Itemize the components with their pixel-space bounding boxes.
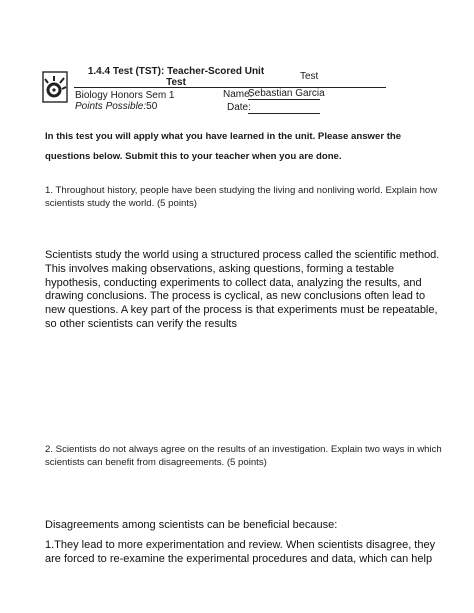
test-title-suffix: Test	[300, 71, 319, 82]
question-2-answer-intro[interactable]: Disagreements among scientists can be beneficial because:	[45, 519, 338, 531]
header-divider	[74, 87, 386, 88]
question-2-answer[interactable]: 1.They lead to more experimentation and review. When scientists disagree, they are forced to re-examine the experimental procedures and data, which can help	[45, 539, 436, 565]
instructions: In this test you will apply what you have learned in the unit. Please answer the questions below. Submit this to your teacher when you are done.	[45, 131, 402, 162]
name-field[interactable]: Sebastian Garcia	[248, 88, 325, 99]
points-value: 50	[146, 101, 158, 112]
points-possible	[75, 101, 157, 112]
question-1-prompt: 1. Throughout history, people have been studying the living and nonliving world. Explain how scientists study the world. (5 points)	[45, 185, 438, 209]
question-1-answer[interactable]: Scientists study the world using a structured process called the scientific method. This involves making observations, asking questions, forming a testable hypothesis, conducting experiments to collect data, analyzing the results, and drawing conclusions. The process is cyclical, as new conclusions often lead to new questions. A key part of the process is that experiments must be repeatable, so other scientists can verify the results	[45, 249, 440, 330]
school-logo-icon	[41, 70, 69, 104]
date-label: Date:	[227, 102, 251, 113]
date-field[interactable]	[248, 101, 320, 114]
points-label: Points Possible:	[75, 101, 147, 112]
course-name: Biology Honors Sem 1	[75, 90, 175, 101]
question-2-prompt: 2. Scientists do not always agree on the results of an investigation. Explain two ways in which scientists can benefit from disagreements. (5 points)	[45, 444, 442, 468]
name-label: Name:	[223, 89, 253, 100]
test-title: 1.4.4 Test (TST): Teacher-Scored Unit Test	[87, 66, 265, 88]
